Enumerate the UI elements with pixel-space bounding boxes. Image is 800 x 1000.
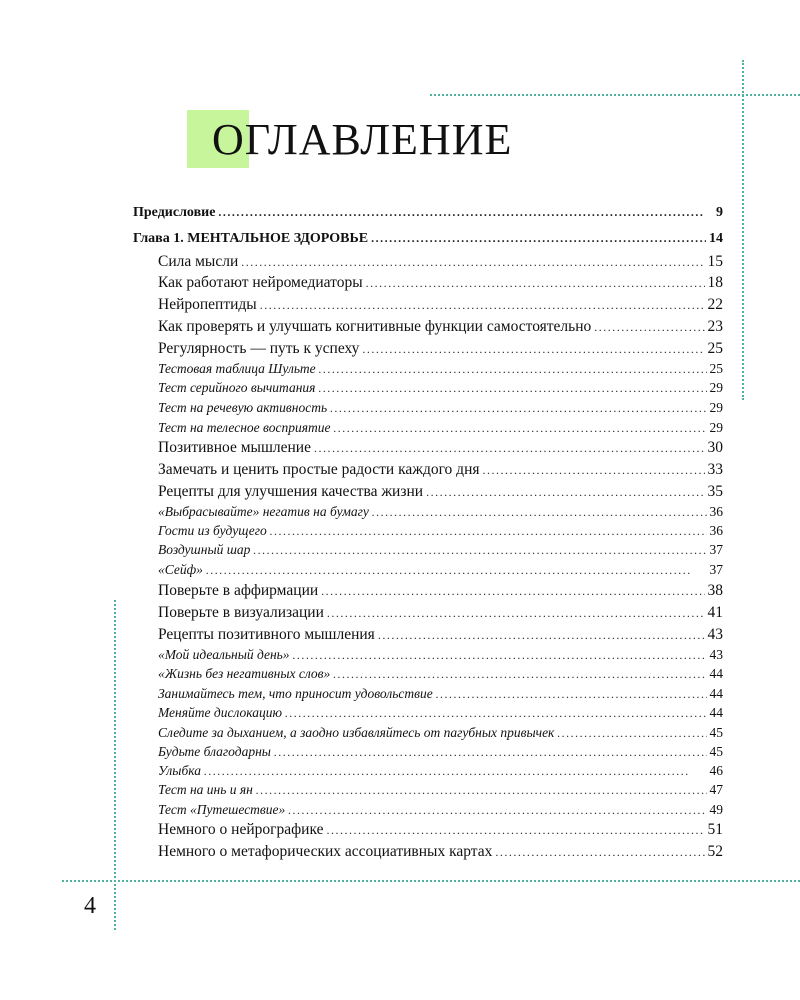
toc-dot-leader (314, 441, 705, 456)
toc-entry-title: Поверьте в аффирмации (158, 582, 319, 599)
toc-entry[interactable] (133, 542, 723, 558)
right-guide-line (742, 60, 744, 400)
toc-entry-title: Как работают нейромедиаторы (158, 274, 363, 291)
toc-dot-leader (318, 381, 706, 396)
toc-entry-page: 43 (709, 647, 723, 662)
toc-entry-page: 36 (709, 504, 723, 519)
toc-entry-title: Будьте благодарны (158, 744, 271, 759)
toc-entry[interactable] (133, 763, 723, 779)
toc-dot-leader (483, 463, 705, 478)
toc-entry[interactable] (133, 296, 723, 314)
toc-dot-leader (253, 543, 706, 558)
toc-dot-leader (326, 823, 704, 838)
toc-dot-leader (372, 505, 707, 520)
toc-dot-leader (274, 745, 707, 760)
toc-entry-title: Сила мысли (158, 253, 239, 270)
toc-entry-title: Тест «Путешествие» (158, 802, 286, 817)
toc-entry-page: 38 (707, 582, 723, 599)
toc-entry[interactable] (133, 439, 723, 457)
toc-entry-page: 36 (709, 523, 723, 538)
toc-entry[interactable] (133, 744, 723, 760)
toc-entry-title: Рецепты для улучшения качества жизни (158, 483, 424, 500)
toc-entry-title: Поверьте в визуализации (158, 604, 324, 621)
toc-dot-leader (426, 485, 704, 500)
toc-dot-leader (557, 726, 706, 741)
toc-entry-page: 33 (707, 461, 723, 478)
toc-entry-title: Меняйте дислокацию (158, 705, 283, 720)
toc-dot-leader (270, 524, 707, 539)
toc-entry-title: Следите за дыханием, а заодно избавляйтесь от пагубных привычек (158, 725, 555, 740)
toc-entry-page: 30 (707, 439, 723, 456)
toc-entry-title: «Мой идеальный день» (158, 647, 290, 662)
toc-entry-page: 18 (707, 274, 723, 291)
toc-dot-leader (333, 667, 706, 682)
toc-entry-page: 29 (709, 400, 723, 415)
toc-entry[interactable] (133, 626, 723, 644)
toc-entry-title: Немного о нейрографике (158, 821, 324, 838)
toc-entry[interactable] (133, 782, 723, 798)
toc-entry-title: Регулярность — путь к успеху (158, 340, 360, 357)
toc-entry[interactable] (133, 504, 723, 520)
toc-entry-page: 51 (707, 821, 723, 838)
toc-entry-title: Нейропептиды (158, 296, 257, 313)
toc-entry-page: 52 (707, 843, 723, 860)
toc-entry-title: Тестовая таблица Шульте (158, 361, 316, 376)
toc-entry[interactable] (133, 461, 723, 479)
toc-entry[interactable] (133, 666, 723, 682)
toc-entry[interactable] (133, 420, 723, 436)
toc-entry-page: 25 (709, 361, 723, 376)
toc-entry-title: Занимайтесь тем, что приносит удовольствие (158, 686, 433, 701)
toc-entry-title: «Сейф» (158, 562, 203, 577)
toc-entry-title: Предисловие (133, 205, 216, 220)
toc-entry[interactable] (133, 253, 723, 271)
toc-entry-page: 41 (707, 604, 723, 621)
toc-entry-page: 9 (716, 205, 723, 220)
toc-dot-leader (321, 584, 704, 599)
toc-entry[interactable] (133, 523, 723, 539)
toc-entry[interactable] (133, 340, 723, 358)
toc-entry-page: 43 (707, 626, 723, 643)
toc-dot-leader (285, 706, 706, 721)
toc-entry-title: Тест серийного вычитания (158, 380, 316, 395)
toc-entry-title: Как проверять и улучшать когнитивные функции самостоятельно (158, 318, 592, 335)
toc-entry[interactable] (133, 843, 723, 861)
toc-entry[interactable] (133, 604, 723, 622)
toc-entry-page: 44 (709, 686, 723, 701)
toc-entry-page: 15 (707, 253, 723, 270)
toc-dot-leader (206, 563, 707, 578)
toc-entry[interactable] (133, 274, 723, 292)
toc-entry-page: 45 (709, 725, 723, 740)
toc-entry-title: Воздушный шар (158, 542, 251, 557)
toc-entry-title: Тест на телесное восприятие (158, 420, 331, 435)
toc-entry-title: Тест на речевую активность (158, 400, 328, 415)
toc-entry-page: 45 (709, 744, 723, 759)
toc-entry-page: 49 (709, 802, 723, 817)
toc-dot-leader (260, 298, 705, 313)
toc-entry-page: 22 (707, 296, 723, 313)
left-guide-line (114, 600, 116, 930)
toc-dot-leader (330, 401, 706, 416)
toc-dot-leader (594, 320, 704, 335)
toc-entry[interactable] (133, 705, 723, 721)
toc-dot-leader (319, 362, 707, 377)
bottom-guide-line (62, 880, 800, 882)
toc-dot-leader (378, 628, 705, 643)
toc-entry-page: 35 (707, 483, 723, 500)
toc-entry[interactable] (133, 231, 723, 247)
toc-entry-title: Замечать и ценить простые радости каждого дня (158, 461, 480, 478)
toc-dot-leader (362, 342, 704, 357)
toc-entry-page: 47 (709, 782, 723, 797)
toc-dot-leader (204, 764, 707, 779)
toc-entry-title: Тест на инь и ян (158, 782, 253, 797)
toc-entry-page: 37 (709, 562, 723, 577)
toc-entry[interactable] (133, 686, 723, 702)
toc-entry-title: Глава 1. МЕНТАЛЬНОЕ ЗДОРОВЬЕ (133, 231, 369, 246)
page-number: 4 (84, 893, 96, 919)
toc-entry[interactable] (133, 483, 723, 501)
toc-entry[interactable] (133, 821, 723, 839)
page-title: ОГЛАВЛЕНИЕ (212, 115, 513, 164)
toc-entry-title: Рецепты позитивного мышления (158, 626, 375, 643)
toc-entry-page: 44 (709, 666, 723, 681)
toc-entry[interactable] (133, 562, 723, 578)
toc-entry[interactable] (133, 725, 723, 741)
toc-dot-leader (366, 276, 705, 291)
toc-entry-page: 44 (709, 705, 723, 720)
toc-entry-page: 25 (707, 340, 723, 357)
toc-dot-leader (241, 255, 704, 270)
toc-dot-leader (293, 648, 707, 663)
toc-entry[interactable] (133, 380, 723, 396)
toc-entry-page: 14 (709, 231, 723, 246)
toc-dot-leader (327, 606, 705, 621)
toc-entry[interactable] (133, 802, 723, 818)
toc-dot-leader (333, 421, 706, 436)
toc-entry-title: Немного о метафорических ассоциативных картах (158, 843, 493, 860)
toc-entry[interactable] (133, 400, 723, 416)
toc-entry-page: 37 (709, 542, 723, 557)
toc-entry-title: Гости из будущего (158, 523, 267, 538)
toc-entry[interactable] (133, 582, 723, 600)
toc-entry[interactable] (133, 361, 723, 377)
toc-dot-leader (371, 231, 706, 246)
toc-entry-page: 46 (709, 763, 723, 778)
toc-dot-leader (495, 845, 704, 860)
toc-entry-title: «Выбрасывайте» негатив на бумагу (158, 504, 369, 519)
toc-dot-leader (288, 803, 706, 818)
top-guide-line (430, 94, 800, 96)
toc-entry-page: 29 (709, 380, 723, 395)
toc-dot-leader (218, 205, 713, 220)
toc-entry-page: 23 (707, 318, 723, 335)
toc-dot-leader (256, 783, 707, 798)
toc-entry-title: Улыбка (158, 763, 201, 778)
toc-entry[interactable] (133, 647, 723, 663)
toc-entry-page: 29 (709, 420, 723, 435)
toc-entry[interactable] (133, 205, 723, 221)
toc-entry-title: Позитивное мышление (158, 439, 311, 456)
toc-entry[interactable] (133, 318, 723, 336)
toc-entry-title: «Жизнь без негативных слов» (158, 666, 331, 681)
toc-dot-leader (436, 687, 707, 702)
